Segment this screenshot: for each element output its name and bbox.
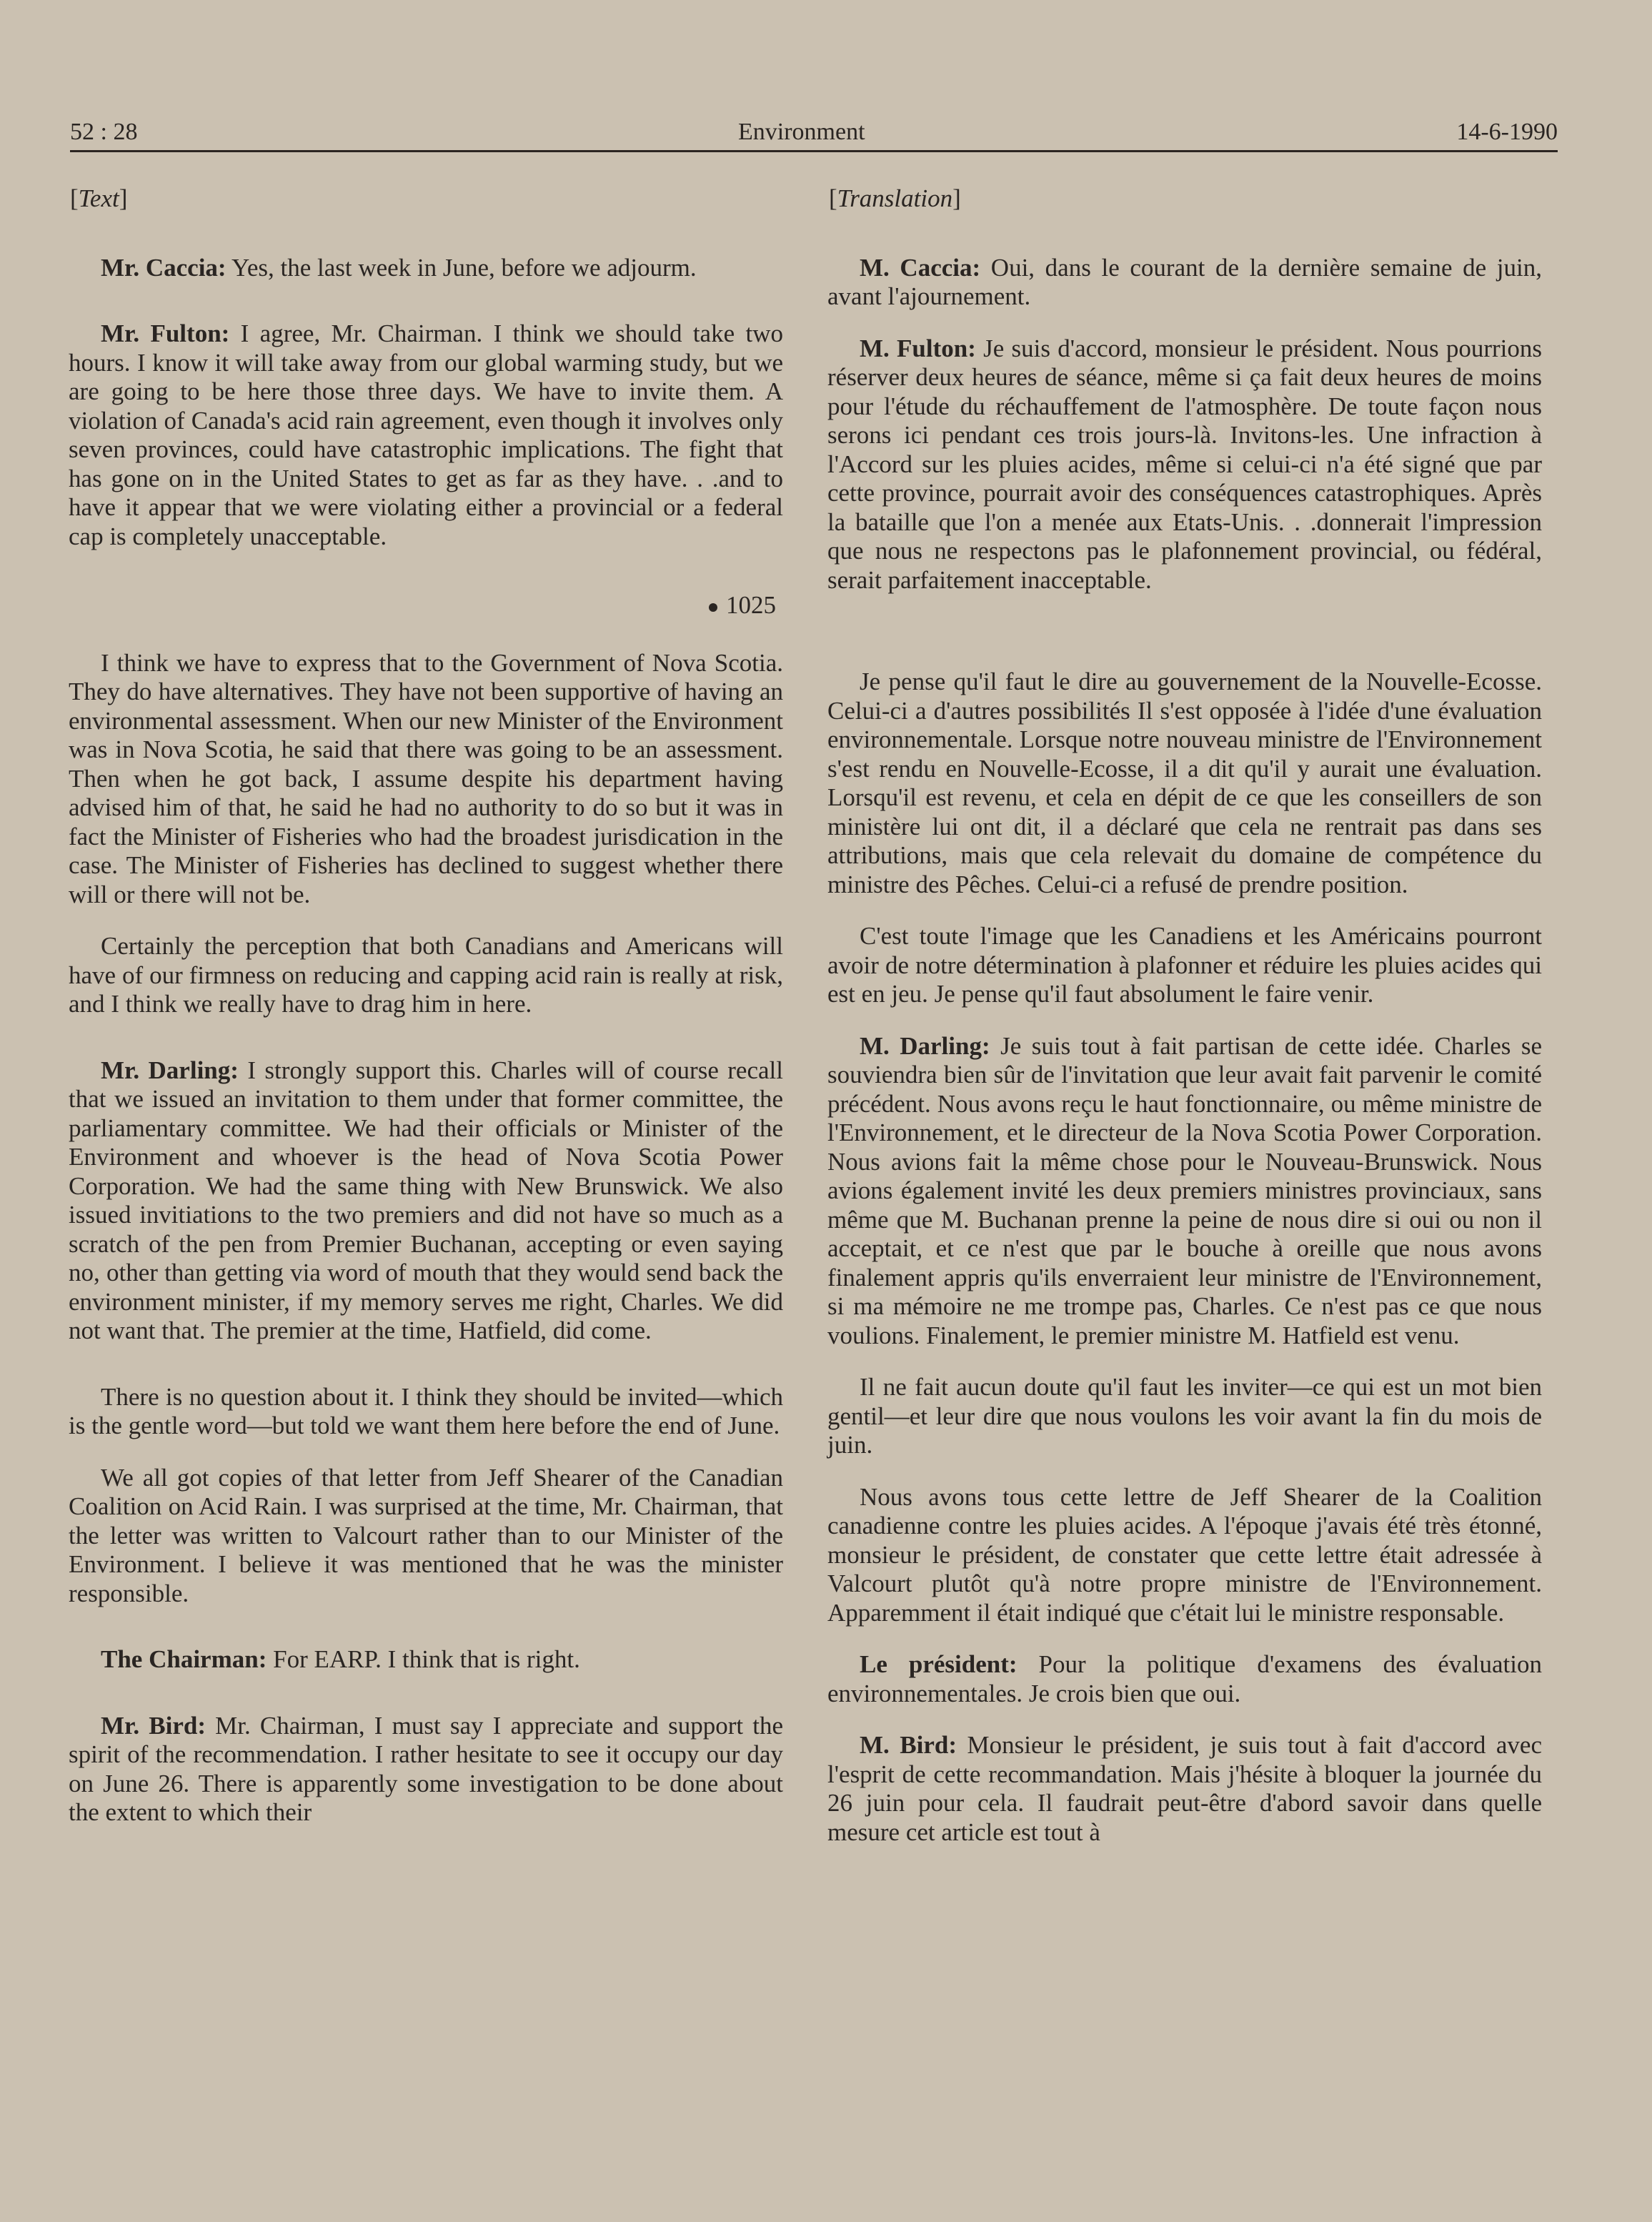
speaker-name: M. Darling: <box>860 1031 990 1060</box>
paragraph: The Chairman: For EARP. I think that is right. <box>101 1645 580 1673</box>
speaker-name: The Chairman: <box>101 1645 267 1673</box>
french-column <box>827 184 1542 1870</box>
speaker-name: M. Fulton: <box>860 334 976 362</box>
speaker-name: Mr. Fulton: <box>101 319 230 347</box>
paragraph: Mr. Caccia: Yes, the last week in June, before we adjourm. <box>101 253 697 282</box>
paragraph: Je pense qu'il faut le dire au gouvernement de la Nouvelle-Ecosse. Celui-ci a d'autres possibilités Il s'est opposée à l'idée d'une évaluation environnementale. Lorsque notre nouveau ministre de l'Environnement s'est rendu en Nouvelle-Ecosse, il a dit qu'il y aurait une évaluation. Lorsqu'il est revenu, et cela en dépit de ce que les conseillers de son ministère lui ont dit, il a déclaré que cela ne rentrait pas dans ses attributions, mais que cela relevait du domaine de compétence du ministre des Pêches. Celui-ci a refusé de prendre position. <box>827 668 1542 898</box>
time-stamp: 1025 <box>69 591 783 620</box>
paragraph: There is no question about it. I think they should be invited—which is the gentle word—but told we want them here before the end of June. <box>69 1382 783 1439</box>
paragraph: Le président: Pour la politique d'examens des évaluation environnementales. Je crois bien que oui. <box>827 1650 1542 1707</box>
paragraph: Certainly the perception that both Canadians and Americans will have of our firmness on reducing and capping acid rain is really at risk, and I think we really have to drag him in here. <box>69 932 783 1018</box>
paragraph: M. Fulton: Je suis d'accord, monsieur le président. Nous pourrions réserver deux heures de séance, même si ça fait deux heures de moins pour l'étude du réchauffement de l'atmosphère. De toute façon nous serons ici pendant ces trois jours-là. Invitons-les. Une infraction à l'Accord sur les pluies acides, même si celui-ci n'a été signé que par cette province, pourrait avoir des conséquences catastrophiques. Après la bataille que l'on a menée aux Etats-Unis. . .donnerait l'impression que nous ne respectons pas le plafonnement provincial, ou fédéral, serait parfaitement inacceptable. <box>827 334 1542 594</box>
paragraph: Mr. Darling: I strongly support this. Charles will of course recall that we issued an invitation to them under that former committee, the parliamentary committee. We had their officials or Minister of the Environment and whoever is the head of Nova Scotia Power Corporation. We had the same thing with New Brunswick. We also issued invitiations to the two premiers and did not have so much as a scratch of the pen from Premier Buchanan, accepting or even saying no, other than getting via word of mouth that they would send back the environment minister, if my memory serves me right, Charles. We did not want that. The premier at the time, Hatfield, did come. <box>69 1056 783 1344</box>
paragraph: Mr. Fulton: I agree, Mr. Chairman. I think we should take two hours. I know it will take away from our global warming study, but we are going to be here those three days. We have to invite them. A violation of Canada's acid rain agreement, even though it involves only seven provinces, could have catastrophic implications. The fight that has gone on in the United States to get as far as they have. . .and to have it appear that we were violating either a provincial or a federal cap is completely unacceptable. <box>69 319 783 550</box>
speaker-name: Mr. Bird: <box>101 1711 206 1740</box>
speaker-name: M. Caccia: <box>860 253 981 282</box>
paragraph: M. Darling: Je suis tout à fait partisan de cette idée. Charles se souviendra bien sûr de l'invitation que leur avait fait parvenir le comité précédent. Nous avons reçu le haut fonctionnaire, ou même ministre de l'Environnement, et le directeur de la Nova Scotia Power Corporation. Nous avions fait la même chose pour le Nouveau-Brunswick. Nous avions également invité les deux premiers ministres provinciaux, sans même que M. Buchanan prenne la peine de nous dire si oui ou non il acceptait, et ce n'est que par le bouche à oreille que nous avons finalement appris qu'ils enverraient leur ministre de l'Environnement, si ma mémoire ne me trompe pas, Charles. Ce n'est pas ce que nous voulions. Finalement, le premier ministre M. Hatfield est venu. <box>827 1031 1542 1349</box>
bullet-icon <box>709 603 717 612</box>
paragraph: Mr. Bird: Mr. Chairman, I must say I appreciate and support the spirit of the recommendation. I rather hesitate to see it occupy our day on June 26. There is apparently some investigation to be done about the extent to which their <box>69 1711 783 1826</box>
header-title: Environment <box>738 119 865 145</box>
paragraph: M. Bird: Monsieur le président, je suis tout à fait d'accord avec l'esprit de cette recommandation. Mais j'hésite à bloquer la journée du 26 juin pour cela. Il faudrait peut-être d'abord savoir dans quelle mesure cet article est tout à <box>827 1731 1542 1846</box>
paragraph: I think we have to express that to the Government of Nova Scotia. They do have alternatives. They have not been supportive of having an environmental assessment. When our new Minister of the Environment was in Nova Scotia, he said that there was going to be an assessment. Then when he got back, I assume despite his department having advised him of that, he said he had no authority to do so but it was in fact the Minister of Fisheries who had the broadest jurisdication in the case. The Minister of Fisheries has declined to suggest whether there will or there will not be. <box>69 648 783 908</box>
speaker-name: Mr. Darling: <box>101 1056 239 1084</box>
page-header <box>70 107 1558 152</box>
page-number: 52 : 28 <box>70 119 138 145</box>
header-date: 14-6-1990 <box>1456 119 1558 145</box>
english-column <box>69 184 783 1850</box>
speaker-name: M. Bird: <box>860 1731 957 1759</box>
paragraph: M. Caccia: Oui, dans le courant de la dernière semaine de juin, avant l'ajournement. <box>827 253 1542 310</box>
paragraph: Nous avons tous cette lettre de Jeff Shearer de la Coalition canadienne contre les pluies acides. A l'époque j'avais été très étonné, monsieur le président, de constater que cette lettre était adressée à Valcourt plutôt qu'à notre propre ministre de l'Environnement. Apparemment il était indiqué que c'était lui le ministre responsable. <box>827 1482 1542 1627</box>
paragraph: Il ne fait aucun doute qu'il faut les inviter—ce qui est un mot bien gentil—et leur dire que nous voulons les voir avant la fin du mois de juin. <box>827 1373 1542 1459</box>
speaker-name: Mr. Caccia: <box>101 253 227 282</box>
paragraph: C'est toute l'image que les Canadiens et les Américains pourront avoir de notre détermination à plafonner et réduire les pluies acides qui est en jeu. Je pense qu'il faut absolument le faire venir. <box>827 922 1542 1008</box>
paragraph: We all got copies of that letter from Jeff Shearer of the Canadian Coalition on Acid Rain. I was surprised at the time, Mr. Chairman, that the letter was written to Valcourt rather than to our Minister of the Environment. I believe it was mentioned that he was the minister responsible. <box>69 1463 783 1607</box>
translation-label: [Translation] <box>829 184 961 212</box>
text-label: [Text] <box>70 184 128 212</box>
speaker-name: Le président: <box>860 1650 1017 1678</box>
